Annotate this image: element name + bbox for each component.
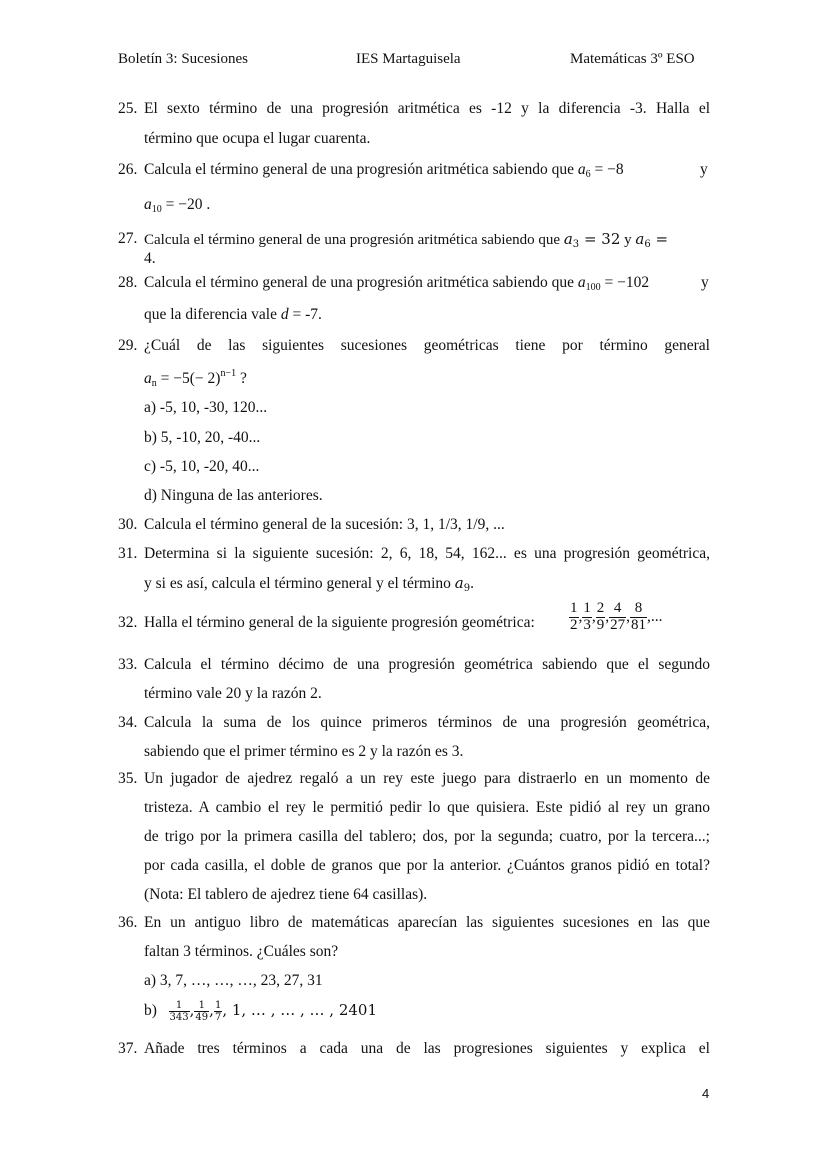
math-var: d	[280, 306, 289, 323]
math-end: ?	[236, 370, 247, 387]
exercise-27-y: y	[624, 232, 632, 248]
exercise-number: 32.	[118, 614, 138, 631]
numerator: 4	[609, 601, 626, 618]
fraction	[609, 601, 626, 634]
exercise-36-line-2: faltan 3 términos. ¿Cuáles son?	[144, 943, 339, 960]
fraction	[630, 601, 647, 634]
fraction	[582, 601, 592, 634]
exercise-29-line-1: ¿Cuál de las siguientes sucesiones geométricas tiene por término general	[144, 337, 710, 354]
exercise-29-option-b: b) 5, -10, 20, -40...	[144, 429, 261, 446]
denominator: 9	[596, 616, 605, 633]
math-sub: 3	[572, 239, 580, 250]
exercise-36-option-a: a) 3, 7, …, …, …, 23, 27, 31	[144, 972, 323, 989]
denominator: 49	[195, 1012, 209, 1023]
exercise-29-option-a: a) -5, 10, -30, 120...	[144, 399, 268, 416]
exercise-number: 25.	[118, 100, 138, 117]
exercise-30-line-1: Calcula el término general de la sucesión: 3, 1, 1/3, 1/9, ...	[144, 516, 505, 533]
numerator: 1	[583, 600, 591, 616]
exercise-36-option-b: b) $\frac{1}{343}$ , $\frac{1}{49}$ , $\frac{1}{7}$ , 1, … , … , … , 2401	[144, 1000, 378, 1023]
denominator: 81	[631, 616, 646, 633]
exercise-number: 35.	[118, 770, 138, 787]
numerator: 1	[194, 1000, 209, 1012]
math-sub: 100	[585, 282, 601, 293]
exercise-28-y: y	[701, 274, 709, 291]
exercise-27-line-1	[144, 230, 668, 250]
numerator: 1	[214, 1000, 222, 1011]
exercise-35-line-4: por cada casilla, el doble de granos que por la anterior. ¿Cuántos granos pidió en total?	[144, 857, 710, 874]
math-rhs: =	[650, 230, 669, 248]
math-var: a	[635, 230, 645, 248]
exercise-35-line-3: de trigo por la primera casilla del tablero; dos, por la segunda; cuatro, por la tercera...;	[144, 828, 710, 845]
math-var: a	[144, 370, 152, 387]
math-var: a	[563, 230, 573, 248]
exercise-26-line-2	[144, 196, 210, 215]
denominator: 343	[169, 1012, 189, 1023]
page-number: 4	[702, 1086, 710, 1101]
exercise-29-formula	[144, 368, 247, 389]
math-var: a	[454, 574, 464, 592]
fraction	[169, 1000, 190, 1023]
option-label: b)	[144, 1002, 157, 1020]
math-sub: n	[151, 378, 157, 389]
exercise-28-text-2: que la diferencia vale	[144, 306, 277, 323]
exercise-26-y: y	[700, 161, 708, 178]
denominator: 27	[610, 616, 626, 633]
math-sub: 10	[151, 204, 162, 215]
exercise-number: 37.	[118, 1040, 138, 1057]
math-sup: n−1	[220, 368, 237, 379]
exercise-31-text: y si es así, calcula el término general y el término	[144, 575, 451, 592]
exercise-35-line-5: (Nota: El tablero de ajedrez tiene 64 casillas).	[144, 886, 428, 903]
exercise-33-line-2: término vale 20 y la razón 2.	[144, 685, 322, 702]
math-rhs: = −20 .	[161, 196, 211, 213]
exercise-number: 34.	[118, 714, 138, 731]
math-rhs: = -7.	[288, 306, 322, 323]
exercise-25-line-1: El sexto término de una progresión aritmética es -12 y la diferencia -3. Halla el	[144, 100, 710, 117]
math-var: a	[577, 274, 586, 291]
punctuation: .	[470, 575, 474, 592]
fraction	[596, 601, 606, 634]
header-left: Boletín 3: Sucesiones	[118, 51, 248, 67]
header-center: IES Martaguisela	[356, 51, 461, 67]
exercise-32-line-1: Halla el término general de la siguiente progresión geométrica:	[144, 614, 535, 631]
exercise-29-option-c: c) -5, 10, -20, 40...	[144, 458, 260, 475]
math-rhs: = −102	[600, 274, 650, 291]
exercise-33-line-1: Calcula el término décimo de una progresión geométrica sabiendo que el segundo	[144, 656, 710, 673]
exercise-number: 31.	[118, 545, 138, 562]
exercise-29-option-d: d) Ninguna de las anteriores.	[144, 487, 323, 504]
exercise-number: 33.	[118, 656, 138, 673]
exercise-37-line-1: Añade tres términos a cada una de las progresiones siguientes y explica el	[144, 1040, 710, 1057]
math-var: a	[144, 196, 152, 213]
numerator: 1	[169, 1000, 190, 1012]
exercise-35-line-1: Un jugador de ajedrez regaló a un rey este juego para distraerlo en un momento de	[144, 770, 710, 787]
exercise-34-line-2: sabiendo que el primer término es 2 y la razón es 3.	[144, 743, 464, 760]
math-rhs: = 32	[579, 230, 621, 248]
fraction	[569, 601, 579, 634]
exercise-31-line-1: Determina si la siguiente sucesión: 2, 6, 18, 54, 162... es una progresión geométrica,	[144, 545, 710, 562]
exercise-26-text: Calcula el término general de una progresión aritmética sabiendo que	[144, 161, 574, 178]
exercise-26-line-1	[144, 161, 624, 180]
exercise-34-line-1: Calcula la suma de los quince primeros términos de una progresión geométrica,	[144, 714, 710, 731]
denominator: 7	[214, 1012, 222, 1023]
denominator: 3	[583, 616, 591, 633]
numerator: 1	[570, 600, 578, 616]
exercise-number: 36.	[118, 914, 138, 931]
math-rhs: = −8	[590, 161, 624, 178]
exercise-number: 30.	[118, 516, 138, 533]
math-var: a	[577, 161, 586, 178]
exercise-27-text: Calcula el término general de una progresión aritmética sabiendo que	[144, 232, 561, 248]
numerator: 2	[596, 600, 605, 616]
sequence-tail: , 1, … , … , … , 2401	[222, 1001, 378, 1020]
exercise-27-line-2: 4.	[144, 250, 156, 267]
fraction	[194, 1000, 209, 1023]
exercise-36-line-1: En un antiguo libro de matemáticas aparecían las siguientes sucesiones en las que	[144, 914, 710, 931]
exercise-28-line-1	[144, 274, 649, 293]
numerator: 8	[630, 601, 647, 618]
math-sub: 9	[463, 583, 471, 594]
header-right: Matemáticas 3º ESO	[570, 51, 695, 67]
exercise-31-line-2	[144, 574, 474, 594]
math-sub: 6	[644, 239, 651, 250]
math-sub: 6	[585, 169, 591, 180]
exercise-28-line-2	[144, 306, 322, 324]
exercise-32-sequence: $\frac{1}{2}$ , $\frac{1}{3}$ , $\frac{2}{9}$ , $\frac{4}{27}$ , $\frac{8}{81}$ ,...	[570, 600, 663, 633]
exercise-25-line-2: término que ocupa el lugar cuarenta.	[144, 130, 371, 147]
denominator: 2	[570, 616, 578, 633]
exercise-number: 28.	[118, 274, 138, 291]
exercise-number: 26.	[118, 161, 138, 178]
exercise-35-line-2: tristeza. A cambio el rey le permitió pedir lo que quisiera. Este pidió al rey un grano	[144, 799, 710, 816]
exercise-number: 29.	[118, 337, 138, 354]
math-expr: = −5(− 2)	[156, 370, 221, 387]
exercise-28-text: Calcula el término general de una progresión aritmética sabiendo que	[144, 274, 574, 291]
exercise-number: 27.	[118, 230, 138, 247]
sequence-tail: ,...	[647, 607, 663, 625]
